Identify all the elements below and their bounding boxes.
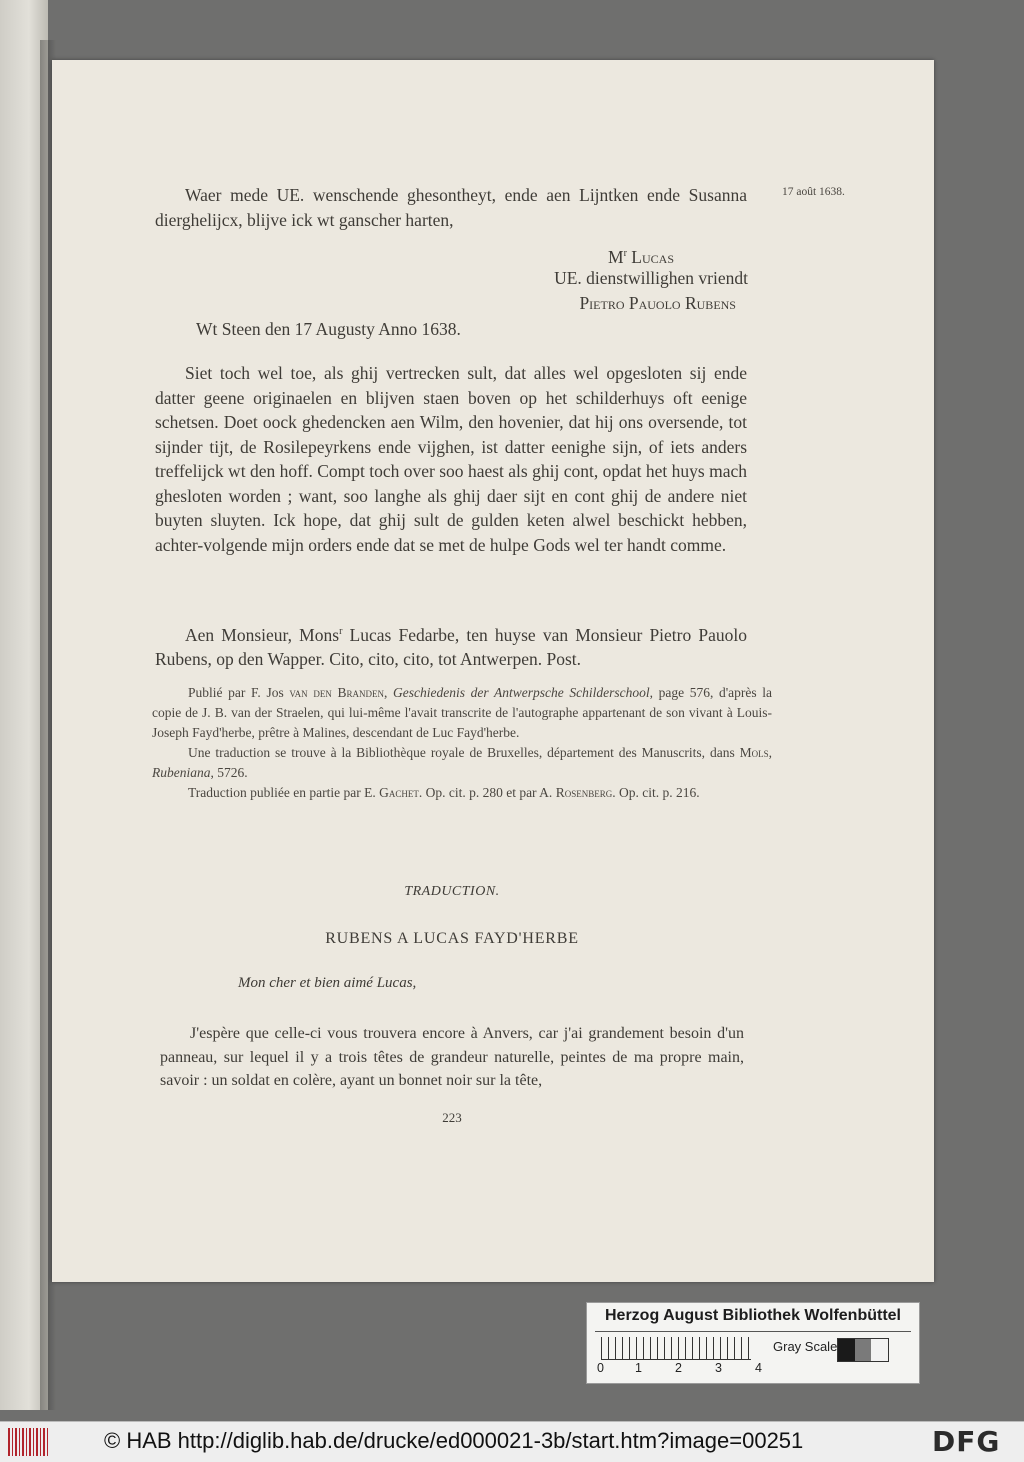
gray-swatch-light — [871, 1339, 888, 1361]
note-2: Une traduction se trouve à la Bibliothèque royale de Bruxelles, département des Manuscrits, dans Mols, Rubeniana, 5726. — [152, 745, 772, 780]
stamp-divider — [595, 1331, 911, 1332]
library-stamp — [586, 1302, 920, 1384]
ruler-number: 3 — [715, 1361, 722, 1375]
note-2-author: Mols — [739, 745, 769, 760]
gray-scale-swatches — [837, 1338, 889, 1362]
note-2-title: Rubeniana — [152, 765, 211, 780]
note-3-a: Traduction publiée en partie par E. — [188, 785, 380, 800]
letter-postscript: Siet toch wel toe, als ghij vertrecken sult, dat alles wel opgesloten sij ende datter geene originaelen en blijven staen boven op het schilderhuys oft eenige schetsen. Doet oock ghedencken aen Wilm, den hovenier, dat hij ons oversende, tot sijnder tijt, de Rosilepeyrkens ende vijghen, ist datter eenighe sijn, of iets anders treffelijck wt den hoff. Compt toch over soo haest als ghij cont, opdat het huys mach ghesloten worden ; want, soo langhe als ghij daer sijt en cont ghij de andere niet buyten sluyten. Ick hope, dat ghij sult de gulden keten alwel beschickt hebben, achter-volgende mijn orders ende dat se met de hulpe Gods wel ter handt comme. — [155, 363, 747, 555]
gray-swatch-dark — [838, 1339, 855, 1361]
letter-closing: Waer mede UE. wenschende ghesontheyt, ende aen Lijntken ende Susanna dierghelijcx, blijve ick wt ganscher harten, — [155, 185, 747, 230]
translation-title: RUBENS A LUCAS FAYD'HERBE — [325, 930, 579, 947]
ruler-number: 2 — [675, 1361, 682, 1375]
address-sup: r — [339, 626, 343, 637]
translation-paragraph: J'espère que celle-ci vous trouvera encore à Anvers, car j'ai grandement besoin d'un panneau, sur lequel il y a trois têtes de grandeur naturelle, peintes de ma propre main, savoir : un soldat en colère, ayant un bonnet noir sur la tête, — [160, 1025, 744, 1089]
address-part-b: Lucas Fedarbe, ten huyse van Monsieur Pietro Pauolo Rubens, op den Wapper. Cito, cito, cito, tot Antwerpen. Post. — [155, 624, 747, 670]
sig-name: Lucas — [631, 246, 674, 267]
note-1-title: Geschiedenis der Antwerpsche Schilderschool — [392, 685, 650, 700]
note-2-b: , 5726. — [210, 765, 248, 780]
ruler-number: 1 — [635, 1361, 642, 1375]
signature-line-3: Pietro Pauolo Rubens — [579, 293, 736, 313]
address-part-a: Aen Monsieur, Mons — [185, 624, 340, 645]
margin-date: 17 août 1638. — [782, 186, 845, 198]
dfg-logo: DFG — [932, 1425, 1001, 1458]
note-3-author-1: Gachet — [379, 785, 419, 800]
note-3-c: . Op. cit. p. 216. — [612, 785, 700, 800]
translation-heading: TRADUCTION. — [404, 884, 500, 899]
gray-scale-label: Gray Scale — [773, 1339, 838, 1354]
letter-dateline: Wt Steen den 17 Augusty Anno 1638. — [196, 319, 461, 339]
signature-line-2: UE. dienstwillighen vriendt — [554, 268, 748, 288]
note-3 — [152, 783, 772, 803]
note-3-author-2: Rosenberg — [555, 785, 613, 800]
source-url[interactable]: © HAB http://diglib.hab.de/drucke/ed000021-3b/start.htm?image=00251 — [104, 1428, 804, 1453]
sig-prefix: M — [608, 246, 624, 267]
ruler-number: 4 — [755, 1361, 762, 1375]
note-1: Publié par F. Jos van den Branden, Geschiedenis der Antwerpsche Schilderschool, page 576, d'après la copie de J. B. van der Straelen, qui lui-même l'avait transcrite de l'autographe appartenant de son vivant à Louis-Joseph Fayd'herbe, prêtre à Malines, descendant de Luc Fayd'herbe. — [152, 685, 773, 740]
gray-swatch-mid — [855, 1339, 872, 1361]
footnotes — [152, 683, 772, 803]
scale-ruler — [601, 1337, 751, 1360]
salutation: Mon cher et bien aimé Lucas, — [238, 975, 417, 991]
stamp-title: Herzog August Bibliothek Wolfenbüttel — [605, 1307, 901, 1324]
note-1-a: Publié par F. Jos — [188, 685, 290, 700]
note-1-author: van den Branden — [289, 685, 384, 700]
hab-logo-icon — [8, 1428, 48, 1456]
note-2-a: Une traduction se trouve à la Bibliothèque royale de Bruxelles, département des Manuscrits, dans — [188, 745, 740, 760]
note-1-b: , page 576, d'après la copie de J. B. van der Straelen, qui lui-même l'avait transcrite de l'autographe appartenant de son vivant à Louis-Joseph Fayd'herbe, prêtre à Malines, descendant de Luc Fayd'herbe. — [152, 685, 773, 740]
letter-address — [155, 620, 747, 672]
ruler-number: 0 — [597, 1361, 604, 1375]
viewer-footer — [0, 1421, 1024, 1462]
page-number: 223 — [442, 1110, 462, 1125]
note-3-b: . Op. cit. p. 280 et par A. — [418, 785, 556, 800]
sig-sup: r — [623, 248, 627, 259]
